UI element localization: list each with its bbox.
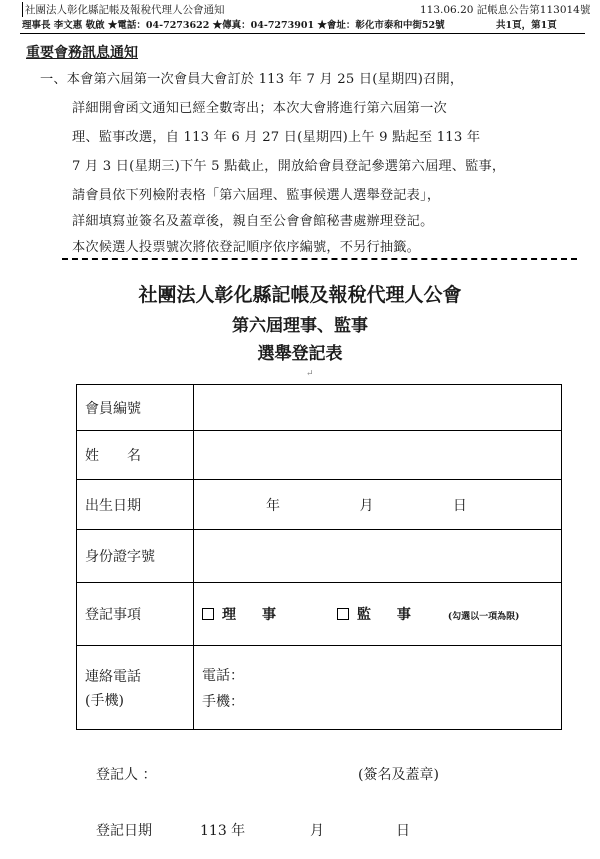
checkbox-supervisor[interactable] — [337, 608, 349, 620]
label-name: 姓 名 — [77, 431, 194, 480]
section-title: 重要會務訊息通知 — [26, 45, 138, 61]
page-info: 共1頁，第1頁 — [496, 20, 557, 31]
reg-date-label: 登記日期 — [96, 823, 152, 839]
registrant-label: 登記人 ： — [96, 767, 157, 783]
sign-note: (簽名及蓋章) — [358, 767, 439, 783]
org-title: 社團法人彰化縣記帳及報稅代理人公會通知 — [22, 2, 225, 17]
option-note: (勾選以一項為限) — [447, 612, 520, 622]
return-mark: ↵ — [306, 369, 314, 379]
label-reg-item: 登記事項 — [77, 583, 194, 646]
notice-line-4: 7 月 3 日(星期三)下午 5 點截止，開放給會員登記參選第六屆理、監事， — [72, 159, 506, 174]
reg-month: 月 — [310, 823, 324, 839]
option-supervisor: 監 事 — [356, 607, 417, 623]
form-title-term: 第六屆理事、監事 — [232, 316, 368, 336]
label-contact: 連絡電話 (手機) — [77, 646, 194, 730]
form-title-org: 社團法人彰化縣記帳及報稅代理人公會 — [138, 284, 462, 306]
row-reg-item — [77, 583, 562, 646]
birth-month: 月 — [359, 497, 374, 514]
option-director: 理 事 — [222, 607, 282, 623]
reg-year: 113 年 — [200, 823, 246, 839]
row-member-no — [77, 385, 562, 431]
notice-line-6: 詳細填寫並簽名及蓋章後，親自至公會會館秘書處辦理登記。 — [72, 214, 434, 229]
field-birth[interactable] — [194, 480, 562, 530]
birth-day: 日 — [452, 497, 467, 514]
header-rule — [20, 33, 585, 34]
label-id: 身份證字號 — [77, 530, 194, 583]
date-ref: 113.06.20 記帳息公告第113014號 — [420, 4, 591, 16]
row-name — [77, 431, 562, 480]
row-birth — [77, 480, 562, 530]
birth-year: 年 — [266, 497, 280, 514]
dashed-separator — [62, 258, 577, 260]
registration-table — [76, 384, 562, 730]
reg-day: 日 — [396, 823, 410, 839]
field-reg-item — [194, 583, 562, 646]
notice-line-5: 請會員依下列檢附表格「第六屆理、監事候選人選舉登記表」， — [72, 188, 441, 203]
row-contact — [77, 646, 562, 730]
field-name[interactable] — [194, 431, 562, 480]
contact-line: 理事長 李文惠 敬啟 ★電話：04-7273622 ★傳真：04-7273901 ★會址：彰化市泰和中街52號 — [22, 20, 445, 31]
notice-line-7: 本次候選人投票號次將依登記順序依序編號，不另行抽籤。 — [72, 240, 421, 255]
notice-line-2: 詳細開會函文通知已經全數寄出；本次大會將進行第六屆第一次 — [72, 101, 447, 116]
checkbox-director[interactable] — [202, 608, 214, 620]
form-title-form: 選舉登記表 — [257, 344, 343, 364]
label-birth: 出生日期 — [77, 480, 194, 530]
notice-line-3: 理、監事改選，自 113 年 6 月 27 日(星期四)上午 9 點起至 113 年 — [72, 130, 481, 145]
row-id — [77, 530, 562, 583]
phone-label: 電話： — [202, 667, 244, 684]
notice-line-1: 一、本會第六屆第一次會員大會訂於 113 年 7 月 25 日(星期四)召開， — [40, 72, 464, 87]
mobile-label: 手機： — [202, 693, 244, 710]
field-contact[interactable] — [194, 646, 562, 730]
field-id[interactable] — [194, 530, 562, 583]
label-member-no: 會員編號 — [77, 385, 194, 431]
field-member-no[interactable] — [194, 385, 562, 431]
